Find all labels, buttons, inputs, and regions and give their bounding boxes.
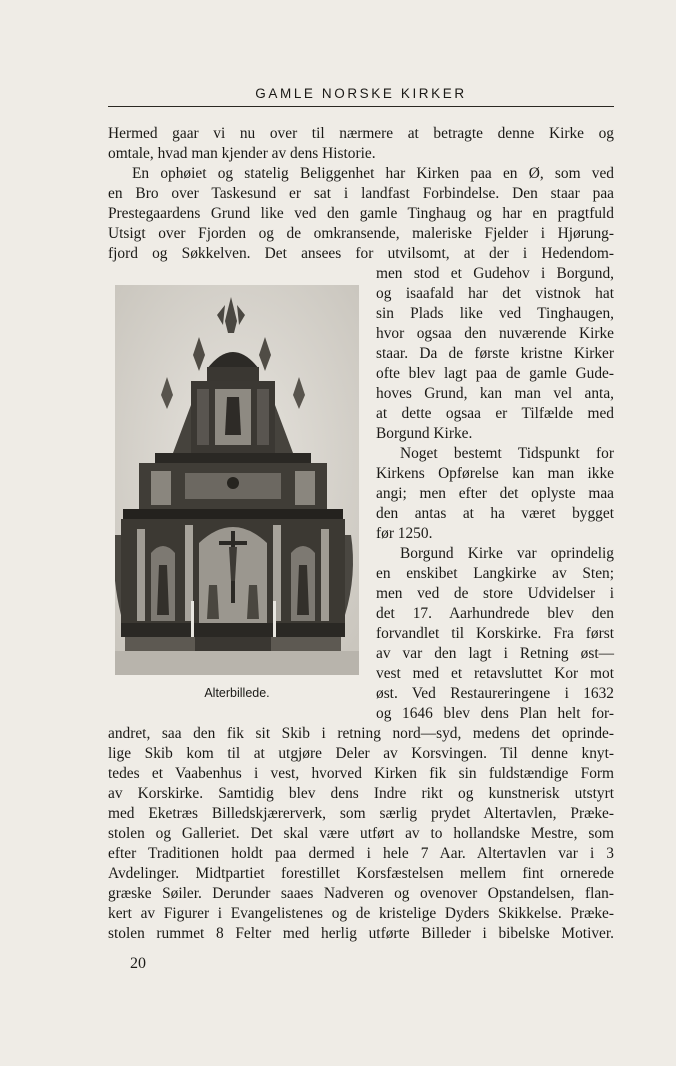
text-line: andret, saa den fik sit Skib i retning nord—syd, medens det oprinde- [108, 725, 614, 742]
text-line: hoves Grund, kan man vel anta, [376, 385, 614, 402]
text-line: hvor ogsaa den nuværende Kirke [376, 325, 614, 342]
header-rule [108, 106, 614, 107]
text-line: øst. Ved Restaureringene i 1632 [376, 685, 614, 702]
text-line: efter Traditionen holdt paa dermed i hele 7 Aar. Altertavlen var i 3 [108, 845, 614, 862]
figure-caption: Alterbillede. [204, 686, 270, 700]
text-line: stolen og Galleriet. Det skal være utført av to hollandske Mestre, som [108, 825, 614, 842]
text-line: tedes et Vaabenhus i vest, hvorved Kirken fik sin fuldstændige Form [108, 765, 614, 782]
text-line: Prestegaardens Grund like ved den gamle Tinghaug og har en pragtfuld [108, 205, 614, 222]
text-line: det 17. Aarhundrede blev den [376, 605, 614, 622]
text-line: at dette ogsaa er Tilfælde med [376, 405, 614, 422]
running-header: GAMLE NORSKE KIRKER [255, 86, 467, 101]
text-line: før 1250. [376, 525, 433, 542]
text-line: stolen rummet 8 Felter med herlig utførte Billeder i bibelske Motiver. [108, 925, 614, 942]
text-line: angi; men efter det oplyste maa [376, 485, 614, 502]
text-line: en Bro over Taskesund er sat i landfast Forbindelse. Den staar paa [108, 185, 614, 202]
text-line: fjord og Søkkelven. Det ansees for utvilsomt, at der i Hedendom- [108, 245, 614, 262]
text-line: lige Skib kom til at utgjøre Deler av Korsvingen. Til denne knyt- [108, 745, 614, 762]
text-line: græske Søiler. Derunder saaes Nadveren og ovenover Opstandelsen, flan- [108, 885, 614, 902]
text-line: men stod et Gudehov i Borgund, [376, 265, 614, 282]
text-line: Kirkens Opførelse kan man ikke [376, 465, 614, 482]
text-line: av Korskirke. Samtidig blev dens Indre rikt og kunstnerisk utstyrt [108, 785, 614, 802]
text-line: En ophøiet og statelig Beliggenhet har Kirken paa en Ø, som ved [132, 165, 614, 182]
text-line: Borgund Kirke. [376, 425, 473, 442]
text-line: forvandlet til Korskirke. Fra først [376, 625, 614, 642]
text-line: sin Plads like ved Tinghaugen, [376, 305, 614, 322]
text-line: og 1646 blev dens Plan helt for- [376, 705, 614, 722]
text-line: staar. Da de første kristne Kirker [376, 345, 614, 362]
text-line: med Eketræs Billedskjærerverk, som særlig prydet Altertavlen, Præke- [108, 805, 614, 822]
text-line: av var den lagt i Retning øst— [376, 645, 614, 662]
text-line: Hermed gaar vi nu over til nærmere at betragte denne Kirke og [108, 125, 614, 142]
text-line: Borgund Kirke var oprindelig [400, 545, 614, 562]
altarpiece-photo [115, 285, 359, 675]
text-line: og isaafald har det vistnok hat [376, 285, 614, 302]
text-line: Noget bestemt Tidspunkt for [400, 445, 614, 462]
text-line: men ved de store Udvidelser i [376, 585, 614, 602]
text-line: Avdelinger. Midtpartiet forestillet Korsfæstelsen mellem fint ornerede [108, 865, 614, 882]
text-line: omtale, hvad man kjender av dens Historie. [108, 145, 376, 162]
text-line: kert av Figurer i Evangelistenes og de kristelige Dyders Skikkelse. Præke- [108, 905, 614, 922]
text-line: den antas at ha været bygget [376, 505, 614, 522]
text-line: Utsigt over Fjorden og de omkransende, maleriske Fjelder i Hjørung- [108, 225, 614, 242]
text-line: vest med et retavsluttet Kor mot [376, 665, 614, 682]
text-line: ofte blev lagt paa de gamle Gude- [376, 365, 614, 382]
page-number: 20 [130, 955, 146, 972]
text-line: en enskibet Langkirke av Sten; [376, 565, 614, 582]
